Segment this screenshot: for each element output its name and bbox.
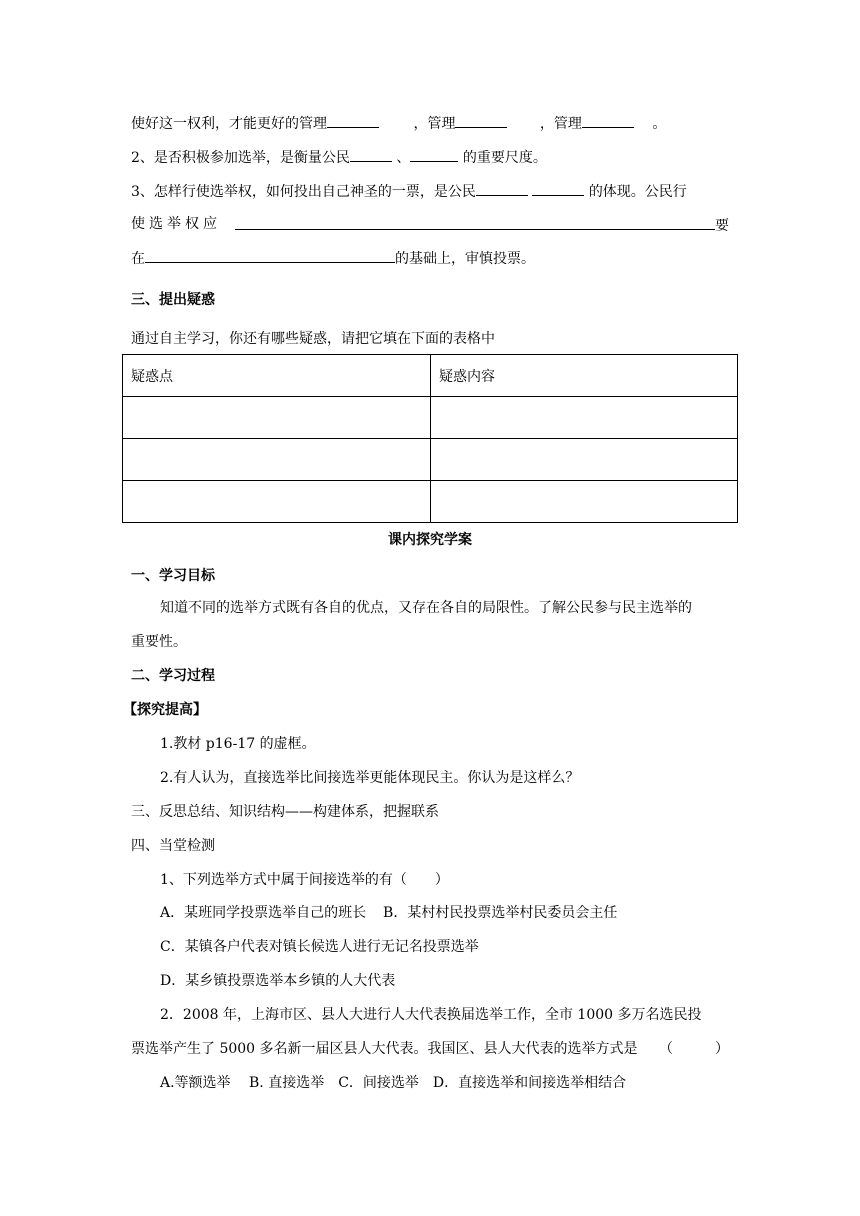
text-segment: 使选举权应: [131, 216, 221, 232]
text-segment: 2、是否积极参加选举，是衡量公民: [131, 150, 350, 166]
process-heading: 二、学习过程: [131, 668, 215, 684]
answer-bracket: （ ）: [659, 1041, 729, 1057]
text-segment: 要: [715, 218, 729, 234]
explore-item-1: 1.教材 p16-17 的虚框。: [160, 736, 316, 752]
blank: [145, 247, 395, 263]
table-cell[interactable]: [431, 439, 738, 481]
blank: [327, 112, 379, 128]
option-a: A．某班同学投票选举自己的班长: [160, 905, 367, 921]
goal-text-1: 知道不同的选举方式既有各自的优点，又存在各自的局限性。了解公民参与民主选举的: [160, 600, 692, 616]
fill-line-5: [131, 247, 535, 269]
option-c: C．某镇各户代表对镇长候选人进行无记名投票选举: [160, 939, 479, 955]
blank: [476, 180, 528, 196]
fill-line-1: [131, 112, 666, 134]
blank: [350, 146, 392, 162]
text-segment: ，管理: [539, 116, 582, 132]
table-cell[interactable]: [123, 397, 431, 439]
table-row: [123, 439, 738, 481]
check-heading: 四、当堂检测: [131, 838, 215, 854]
table-cell[interactable]: [123, 481, 431, 523]
text-segment: 使好这一权利，才能更好的管理: [131, 116, 327, 132]
goal-heading: 一、学习目标: [131, 568, 215, 584]
text-segment: 、: [396, 150, 411, 166]
question-2-line-1: 2．2008 年，上海市区、县人大进行人大代表换届选举工作，全市 1000 多万名选民投: [160, 1007, 702, 1023]
fill-line-2: [131, 146, 547, 168]
table-cell[interactable]: [431, 397, 738, 439]
table-header-cell: 疑惑点: [123, 355, 431, 397]
table-header-row: [123, 355, 738, 397]
table-row: [123, 481, 738, 523]
doubts-intro: 通过自主学习，你还有哪些疑惑，请把它填在下面的表格中: [131, 331, 495, 347]
text-segment: 的体现。公民行: [588, 184, 687, 200]
question-2-options: A.等额选举 B. 直接选举 C．间接选举 D．直接选举和间接选举相结合: [160, 1075, 627, 1091]
text-segment: 。: [652, 116, 667, 132]
question-2-line-2: [131, 1039, 729, 1059]
goal-text-2: 重要性。: [131, 634, 187, 650]
section-heading-doubts: 三、提出疑惑: [131, 292, 215, 308]
blank: [532, 180, 584, 196]
text-segment: 的重要尺度。: [462, 150, 547, 166]
explore-item-2: 2.有人认为，直接选举比间接选举更能体现民主。你认为是这样么？: [160, 770, 580, 786]
text-segment: 在: [131, 251, 145, 267]
fill-line-3: [131, 180, 687, 202]
doubts-table: [122, 354, 738, 523]
table-cell[interactable]: [123, 439, 431, 481]
blank: [235, 214, 715, 230]
table-row: [123, 397, 738, 439]
blank: [455, 112, 507, 128]
option-d: D．某乡镇投票选举本乡镇的人大代表: [160, 973, 396, 989]
table-header-cell: 疑惑内容: [431, 355, 738, 397]
deepen-label: 【探究提高】: [123, 702, 207, 718]
text-segment: 票选举产生了 5000 多名新一届区县人大代表。我国区、县人大代表的选举方式是: [131, 1041, 638, 1057]
text-segment: 3、怎样行使选举权，如何投出自己神圣的一票，是公民: [131, 184, 476, 200]
explore-title: 课内探究学案: [388, 532, 472, 548]
blank: [582, 112, 634, 128]
question-1-options-ab: [160, 903, 617, 923]
text-segment: ，管理: [413, 116, 456, 132]
fill-line-4: [131, 214, 729, 236]
text-segment: 的基础上，审慎投票。: [395, 251, 535, 267]
table-cell[interactable]: [431, 481, 738, 523]
blank: [410, 146, 458, 162]
option-b: B．某村村民投票选举村民委员会主任: [383, 905, 618, 921]
question-1: 1、下列选举方式中属于间接选举的有（ ）: [160, 872, 449, 888]
reflect-heading: 三、反思总结、知识结构——构建体系，把握联系: [131, 804, 439, 820]
